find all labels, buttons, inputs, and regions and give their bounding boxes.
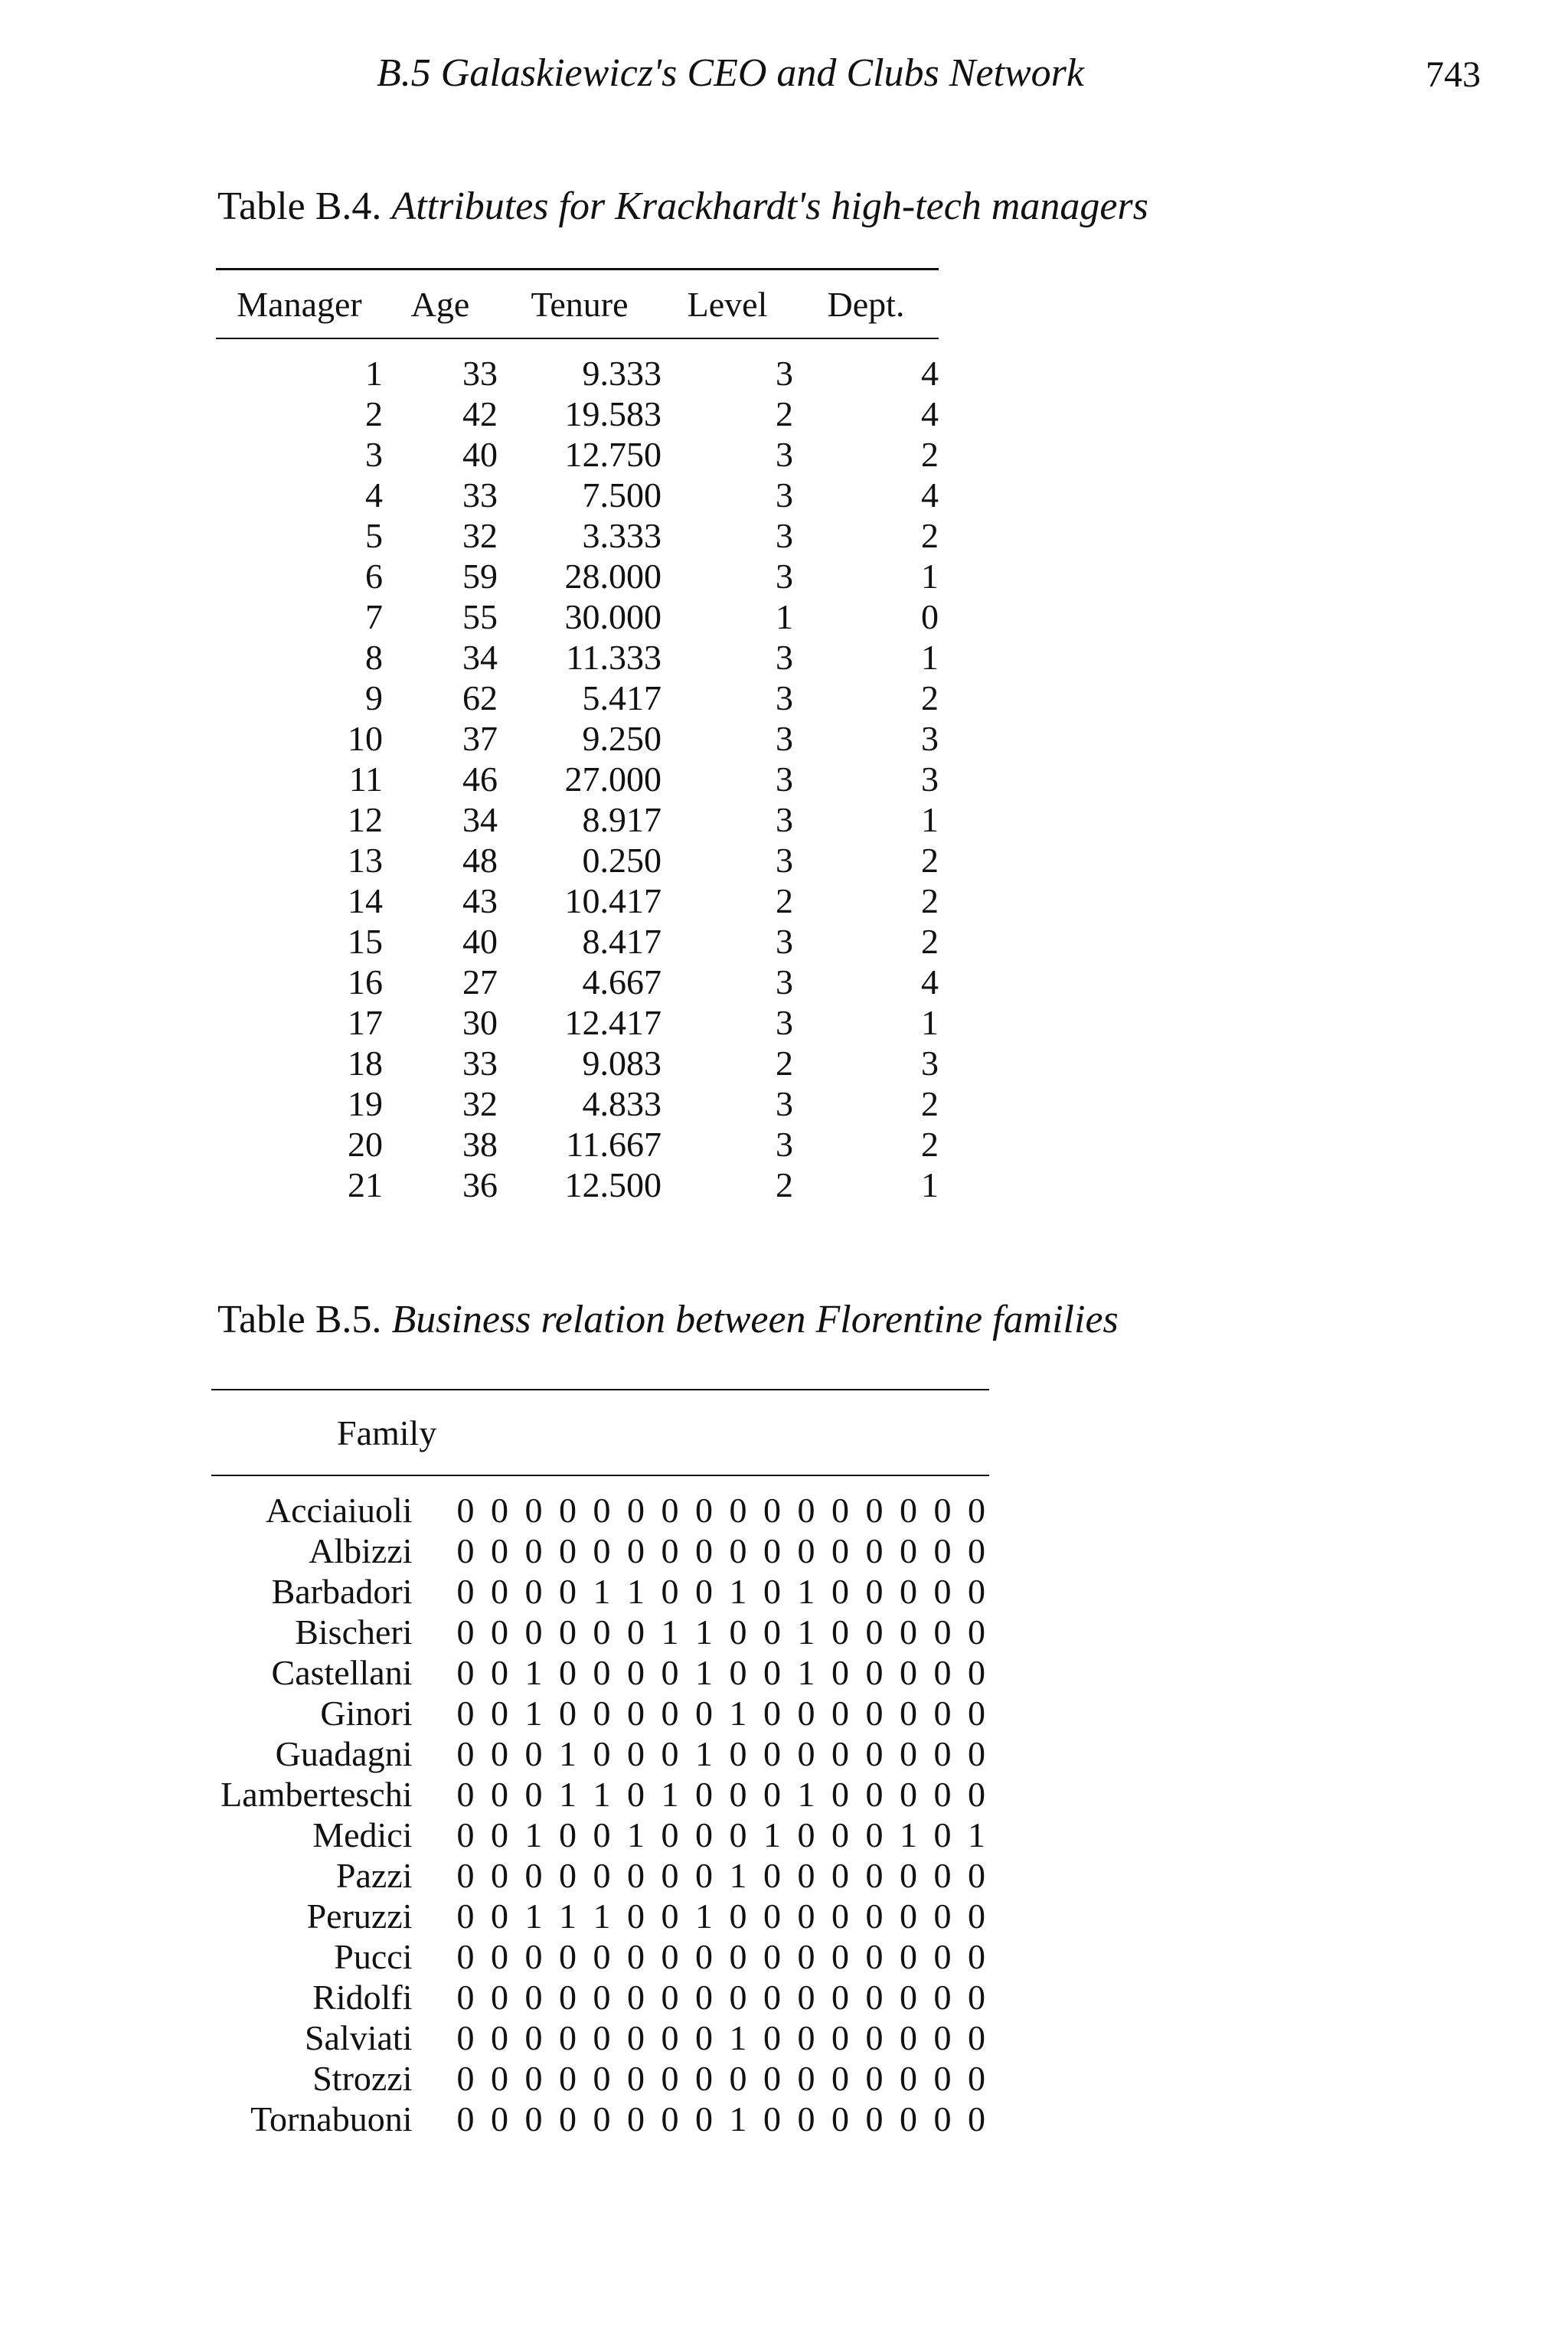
tenure-cell: 27.000 bbox=[564, 760, 662, 799]
family-name-cell: Barbadori bbox=[271, 1572, 413, 1611]
age-cell: 37 bbox=[462, 719, 498, 758]
table-row bbox=[216, 338, 939, 394]
level-cell: 2 bbox=[776, 1165, 793, 1204]
tenure-cell: 30.000 bbox=[564, 597, 662, 636]
manager-cell: 13 bbox=[348, 841, 383, 880]
table-row bbox=[216, 475, 939, 515]
manager-cell: 19 bbox=[348, 1084, 383, 1123]
tenure-cell: 9.083 bbox=[582, 1044, 662, 1083]
column-header-family bbox=[211, 1390, 989, 1475]
tenure-cell: 0.250 bbox=[582, 841, 662, 880]
level-cell: 3 bbox=[776, 516, 793, 555]
tenure-cell: 4.667 bbox=[582, 962, 662, 1001]
dept-cell: 4 bbox=[921, 475, 939, 515]
level-cell: 2 bbox=[776, 1044, 793, 1083]
manager-cell: 16 bbox=[348, 962, 383, 1001]
dept-cell: 2 bbox=[921, 1125, 939, 1164]
manager-cell: 21 bbox=[348, 1165, 383, 1204]
family-name-cell: Salviati bbox=[304, 2018, 413, 2057]
relation-values-cell: 0 0 0 0 0 0 0 0 1 0 0 0 0 0 0 0 bbox=[456, 1856, 989, 1895]
dept-cell: 3 bbox=[921, 760, 939, 799]
dept-cell: 1 bbox=[921, 557, 939, 596]
age-cell: 33 bbox=[462, 475, 498, 515]
age-cell: 27 bbox=[462, 962, 498, 1001]
manager-cell: 1 bbox=[365, 354, 383, 393]
manager-cell: 18 bbox=[348, 1044, 383, 1083]
manager-cell: 11 bbox=[348, 760, 383, 799]
age-cell: 40 bbox=[462, 435, 498, 474]
family-name-cell: Peruzzi bbox=[306, 1897, 413, 1936]
family-name-cell: Medici bbox=[312, 1815, 413, 1854]
level-cell: 3 bbox=[776, 1084, 793, 1123]
table-row bbox=[211, 1977, 989, 2017]
table-b4-header-row bbox=[216, 270, 939, 339]
relation-values-cell: 0 0 1 0 0 0 0 0 1 0 0 0 0 0 0 0 bbox=[456, 1694, 989, 1733]
table-row bbox=[211, 1774, 989, 1815]
dept-cell: 2 bbox=[921, 1084, 939, 1123]
level-cell: 3 bbox=[776, 800, 793, 839]
family-name-cell: Strozzi bbox=[312, 2059, 413, 2098]
table-row bbox=[216, 1002, 939, 1043]
table-b5-header-row bbox=[211, 1390, 989, 1475]
table-b4 bbox=[216, 268, 939, 1205]
tenure-cell: 10.417 bbox=[564, 881, 662, 920]
table-b4-body bbox=[216, 338, 939, 1205]
table-row bbox=[216, 678, 939, 718]
table-row bbox=[211, 1475, 989, 1531]
age-cell: 55 bbox=[462, 597, 498, 636]
table-row bbox=[216, 596, 939, 637]
dept-cell: 1 bbox=[921, 638, 939, 677]
dept-cell: 1 bbox=[921, 1003, 939, 1042]
age-cell: 43 bbox=[462, 881, 498, 920]
level-cell: 3 bbox=[776, 354, 793, 393]
tenure-cell: 3.333 bbox=[582, 516, 662, 555]
relation-values-cell: 0 0 0 0 0 0 0 0 0 0 0 0 0 0 0 0 bbox=[456, 1491, 989, 1530]
manager-cell: 5 bbox=[365, 516, 383, 555]
level-cell: 3 bbox=[776, 1003, 793, 1042]
manager-cell: 6 bbox=[365, 557, 383, 596]
relation-values-cell: 0 0 0 0 0 0 0 0 0 0 0 0 0 0 0 0 bbox=[456, 1937, 989, 1976]
relation-values-cell: 0 0 0 0 0 0 1 1 0 0 1 0 0 0 0 0 bbox=[456, 1612, 989, 1652]
manager-cell: 17 bbox=[348, 1003, 383, 1042]
table-b4-caption bbox=[217, 184, 1148, 229]
tenure-cell: 4.833 bbox=[582, 1084, 662, 1123]
level-cell: 3 bbox=[776, 1125, 793, 1164]
table-b5 bbox=[211, 1389, 989, 2139]
table-row bbox=[211, 1612, 989, 1652]
manager-cell: 20 bbox=[348, 1125, 383, 1164]
table-row bbox=[216, 759, 939, 799]
level-cell: 2 bbox=[776, 394, 793, 433]
manager-cell: 7 bbox=[365, 597, 383, 636]
page-number: 743 bbox=[1426, 54, 1481, 95]
relation-values-cell: 0 0 0 0 0 0 0 0 0 0 0 0 0 0 0 0 bbox=[456, 1978, 989, 2017]
relation-values-cell: 0 0 1 0 0 0 0 1 0 0 1 0 0 0 0 0 bbox=[456, 1653, 989, 1692]
family-name-cell: Ridolfi bbox=[312, 1978, 413, 2017]
tenure-cell: 9.333 bbox=[582, 354, 662, 393]
level-cell: 2 bbox=[776, 881, 793, 920]
age-cell: 38 bbox=[462, 1125, 498, 1164]
relation-values-cell: 0 0 0 0 0 0 0 0 0 0 0 0 0 0 0 0 bbox=[456, 1531, 989, 1570]
tenure-cell: 28.000 bbox=[564, 557, 662, 596]
table-row bbox=[216, 1124, 939, 1165]
table-row bbox=[216, 1165, 939, 1205]
level-cell: 3 bbox=[776, 557, 793, 596]
relation-values-cell: 0 0 1 0 0 1 0 0 0 1 0 0 0 1 0 1 bbox=[456, 1815, 989, 1854]
table-row bbox=[211, 1652, 989, 1693]
dept-cell: 2 bbox=[921, 516, 939, 555]
column-header-age: Age bbox=[383, 270, 498, 339]
table-row bbox=[211, 1815, 989, 1855]
column-header-family-label: Family bbox=[337, 1413, 437, 1452]
age-cell: 48 bbox=[462, 841, 498, 880]
manager-cell: 10 bbox=[348, 719, 383, 758]
table-row bbox=[216, 394, 939, 434]
relation-values-cell: 0 0 0 0 1 1 0 0 1 0 1 0 0 0 0 0 bbox=[456, 1572, 989, 1611]
family-name-cell: Pucci bbox=[334, 1937, 413, 1976]
table-row bbox=[211, 1531, 989, 1571]
level-cell: 3 bbox=[776, 678, 793, 717]
table-row bbox=[216, 799, 939, 840]
age-cell: 62 bbox=[462, 678, 498, 717]
dept-cell: 4 bbox=[921, 354, 939, 393]
dept-cell: 2 bbox=[921, 435, 939, 474]
family-name-cell: Tornabuoni bbox=[250, 2099, 413, 2138]
manager-cell: 3 bbox=[365, 435, 383, 474]
level-cell: 1 bbox=[776, 597, 793, 636]
age-cell: 33 bbox=[462, 354, 498, 393]
table-row bbox=[211, 1896, 989, 1936]
level-cell: 3 bbox=[776, 760, 793, 799]
table-row bbox=[211, 1733, 989, 1774]
manager-cell: 12 bbox=[348, 800, 383, 839]
age-cell: 30 bbox=[462, 1003, 498, 1042]
relation-values-cell: 0 0 0 1 0 0 0 1 0 0 0 0 0 0 0 0 bbox=[456, 1734, 989, 1773]
family-name-cell: Bischeri bbox=[295, 1612, 413, 1652]
relation-values-cell: 0 0 0 1 1 0 1 0 0 0 1 0 0 0 0 0 bbox=[456, 1775, 989, 1814]
level-cell: 3 bbox=[776, 719, 793, 758]
family-name-cell: Castellani bbox=[271, 1653, 413, 1692]
family-name-cell: Ginori bbox=[320, 1694, 413, 1733]
manager-cell: 15 bbox=[348, 922, 383, 961]
dept-cell: 1 bbox=[921, 1165, 939, 1204]
tenure-cell: 5.417 bbox=[582, 678, 662, 717]
age-cell: 32 bbox=[462, 516, 498, 555]
tenure-cell: 11.667 bbox=[566, 1125, 662, 1164]
level-cell: 3 bbox=[776, 922, 793, 961]
table-row bbox=[216, 637, 939, 678]
family-name-cell: Guadagni bbox=[275, 1734, 413, 1773]
tenure-cell: 12.500 bbox=[564, 1165, 662, 1204]
relation-values-cell: 0 0 1 1 1 0 0 1 0 0 0 0 0 0 0 0 bbox=[456, 1897, 989, 1936]
table-b5-body bbox=[211, 1475, 989, 2139]
table-row bbox=[211, 1693, 989, 1733]
family-name-cell: Acciaiuoli bbox=[265, 1491, 413, 1530]
manager-cell: 2 bbox=[365, 394, 383, 433]
dept-cell: 0 bbox=[921, 597, 939, 636]
level-cell: 3 bbox=[776, 841, 793, 880]
relation-values-cell: 0 0 0 0 0 0 0 0 1 0 0 0 0 0 0 0 bbox=[456, 2018, 989, 2057]
age-cell: 34 bbox=[462, 638, 498, 677]
age-cell: 42 bbox=[462, 394, 498, 433]
table-row bbox=[211, 2017, 989, 2058]
table-row bbox=[216, 515, 939, 556]
table-row bbox=[216, 434, 939, 475]
tenure-cell: 12.750 bbox=[564, 435, 662, 474]
dept-cell: 2 bbox=[921, 922, 939, 961]
table-row bbox=[211, 1571, 989, 1612]
age-cell: 32 bbox=[462, 1084, 498, 1123]
tenure-cell: 19.583 bbox=[564, 394, 662, 433]
family-name-cell: Pazzi bbox=[335, 1856, 413, 1895]
table-row bbox=[211, 1855, 989, 1896]
relation-values-cell: 0 0 0 0 0 0 0 0 1 0 0 0 0 0 0 0 bbox=[456, 2099, 989, 2138]
dept-cell: 3 bbox=[921, 1044, 939, 1083]
tenure-cell: 11.333 bbox=[566, 638, 662, 677]
table-b5-caption bbox=[217, 1297, 1119, 1342]
manager-cell: 8 bbox=[365, 638, 383, 677]
age-cell: 33 bbox=[462, 1044, 498, 1083]
table-b5-title: Business relation between Florentine families bbox=[391, 1298, 1119, 1341]
column-header-tenure: Tenure bbox=[498, 270, 662, 339]
dept-cell: 3 bbox=[921, 719, 939, 758]
tenure-cell: 9.250 bbox=[582, 719, 662, 758]
dept-cell: 1 bbox=[921, 800, 939, 839]
age-cell: 34 bbox=[462, 800, 498, 839]
dept-cell: 4 bbox=[921, 394, 939, 433]
table-row bbox=[216, 840, 939, 880]
column-header-dept: Dept. bbox=[793, 270, 939, 339]
level-cell: 3 bbox=[776, 435, 793, 474]
running-head: B.5 Galaskiewicz's CEO and Clubs Network bbox=[377, 51, 1084, 95]
column-header-level: Level bbox=[662, 270, 793, 339]
dept-cell: 4 bbox=[921, 962, 939, 1001]
table-row bbox=[216, 962, 939, 1002]
tenure-cell: 12.417 bbox=[564, 1003, 662, 1042]
table-row bbox=[216, 880, 939, 921]
age-cell: 40 bbox=[462, 922, 498, 961]
family-name-cell: Albizzi bbox=[309, 1531, 413, 1570]
table-row bbox=[216, 718, 939, 759]
table-row bbox=[216, 1083, 939, 1124]
level-cell: 3 bbox=[776, 962, 793, 1001]
manager-cell: 9 bbox=[365, 678, 383, 717]
tenure-cell: 7.500 bbox=[582, 475, 662, 515]
table-row bbox=[216, 921, 939, 962]
tenure-cell: 8.417 bbox=[582, 922, 662, 961]
relation-values-cell: 0 0 0 0 0 0 0 0 0 0 0 0 0 0 0 0 bbox=[456, 2059, 989, 2098]
table-b4-label: Table B.4. bbox=[217, 185, 382, 228]
table-row bbox=[211, 2099, 989, 2139]
level-cell: 3 bbox=[776, 475, 793, 515]
age-cell: 59 bbox=[462, 557, 498, 596]
dept-cell: 2 bbox=[921, 881, 939, 920]
dept-cell: 2 bbox=[921, 678, 939, 717]
table-row bbox=[216, 1043, 939, 1083]
dept-cell: 2 bbox=[921, 841, 939, 880]
age-cell: 46 bbox=[462, 760, 498, 799]
tenure-cell: 8.917 bbox=[582, 800, 662, 839]
table-row bbox=[211, 1936, 989, 1977]
column-header-manager: Manager bbox=[216, 270, 383, 339]
family-name-cell: Lamberteschi bbox=[220, 1775, 413, 1814]
level-cell: 3 bbox=[776, 638, 793, 677]
manager-cell: 4 bbox=[365, 475, 383, 515]
table-b5-label: Table B.5. bbox=[217, 1298, 382, 1341]
table-row bbox=[216, 556, 939, 596]
table-b4-title: Attributes for Krackhardt's high-tech managers bbox=[391, 185, 1148, 228]
manager-cell: 14 bbox=[348, 881, 383, 920]
table-row bbox=[211, 2058, 989, 2099]
age-cell: 36 bbox=[462, 1165, 498, 1204]
